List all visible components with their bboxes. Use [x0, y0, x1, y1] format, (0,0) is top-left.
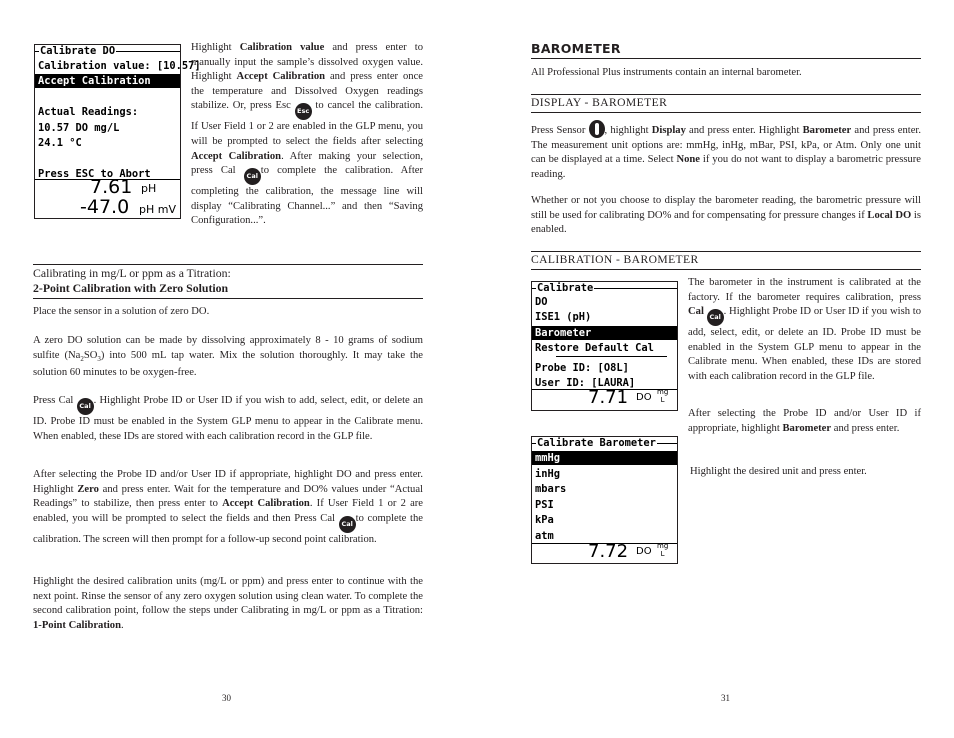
calibrate-menu-screen: [531, 281, 678, 411]
do-unit: DO: [636, 392, 652, 403]
unit-item-mmhg[interactable]: mmHg: [532, 451, 677, 465]
mg-per-l-unit: mg L: [657, 542, 669, 558]
ph-unit: pH: [141, 182, 157, 195]
after-selecting-text: After selecting the Probe ID and/or User ID if appropriate, highlight DO and press enter. Highlight Zero and press enter. Wait for the temperature and DO% values under “Actual Readings” to stabilize, then press enter to Accept Calibration. If User Field 1 or 2 are enabled, you will be prompted to select the fields and then Press Cal Cal to complete the calibration. The screen will then prompt for a follow-up second point calibration.: [33, 469, 424, 545]
page-number-left: 30: [222, 693, 231, 703]
do-unit: DO: [636, 546, 652, 557]
barometer-heading: BAROMETER: [531, 41, 621, 56]
reading-temp: 24.1 °C: [38, 137, 82, 149]
factory-calibration-text: The barometer in the instrument is calibrated at the factory. If the barometer requires calibration, press Cal Cal . Highlight Probe ID or User ID if you wish to add, select, edit, or delete an ID. Probe ID must be enabled in the System GLP menu to appear in the Calibrate menu. When enabled, these IDs are stored with each calibration record in the GLP file.: [688, 277, 921, 382]
calibration-value-item[interactable]: Calibration value: [10.57]: [38, 60, 201, 72]
highlight-units-text: Highlight the desired calibration units (mg/L or ppm) and press enter to continue with the next point. Rinse the sensor of any zero oxygen solution using clean water. To complete the second calibration point, follow the steps under Calibrating in mg/L or ppm as a Titration: 1-Point Calibration.: [33, 576, 423, 631]
unit-item-inhg[interactable]: inHg: [535, 468, 561, 480]
menu-item-do[interactable]: DO: [535, 296, 548, 308]
menu-item-barometer[interactable]: Barometer: [532, 326, 677, 340]
place-sensor-text: Place the sensor in a solution of zero DO.: [33, 306, 210, 317]
do-reading: 7.71: [588, 387, 629, 408]
calibration-barometer-heading: CALIBRATION - BAROMETER: [531, 253, 699, 266]
calibrate-do-screen: [34, 44, 201, 219]
screen-title: Calibrate Barometer: [537, 437, 656, 449]
unit-item-psi[interactable]: PSI: [535, 499, 554, 511]
cal-key-icon: Cal: [77, 398, 94, 415]
screen-title-bar: [35, 45, 180, 59]
highlight-unit-text: Highlight the desired unit and press enter.: [690, 466, 867, 477]
section-heading: Calibrating in mg/L or ppm as a Titration:: [33, 266, 231, 280]
menu-item-user-id[interactable]: User ID: [LAURA]: [535, 377, 636, 389]
abort-hint: Press ESC to Abort: [38, 168, 151, 180]
mg-per-l-unit: mg L: [657, 388, 669, 404]
reading-do: 10.57 DO mg/L: [38, 122, 120, 134]
cal-key-icon: Cal: [244, 168, 261, 185]
sensor-key-icon: [589, 120, 605, 138]
menu-item-probe-id[interactable]: Probe ID: [O8L]: [535, 362, 629, 374]
zero-solution-text: A zero DO solution can be made by dissolving approximately 8 - 10 grams of sodium sulfite $(Na_2SO_3)$ into 500 mL tap water. Mix the solution thoroughly. It may take the solution 60 minutes to be oxygen-free.: [33, 335, 423, 379]
do-reading: 7.72: [588, 541, 629, 562]
display-barometer-heading: DISPLAY - BAROMETER: [531, 96, 668, 109]
section-subheading: 2-Point Calibration with Zero Solution: [33, 281, 229, 295]
actual-readings-label: Actual Readings:: [38, 106, 139, 118]
after-selecting-barometer-text: After selecting the Probe ID and/or User ID if appropriate, highlight Barometer and press enter.: [688, 408, 921, 434]
mv-reading: -47.0: [80, 196, 130, 218]
screen-title: Calibrate: [537, 282, 594, 294]
calibrate-barometer-screen: [531, 436, 678, 564]
ph-reading: 7.61: [90, 176, 133, 198]
menu-item-restore-default[interactable]: Restore Default Cal: [535, 342, 654, 354]
cal-key-icon: Cal: [339, 516, 356, 533]
unit-item-kpa[interactable]: kPa: [535, 514, 554, 526]
whether-text: Whether or not you choose to display the barometer reading, the barometric pressure will still be used for calibrating DO% and for compensating for pressure changes if Local DO is enabled.: [531, 195, 921, 236]
menu-item-ise1[interactable]: ISE1 (pH): [535, 311, 592, 323]
calibrate-instructions: Highlight Calibration value and press enter to manually input the sample’s dissolved oxygen value. Highlight Accept Calibration and press enter once the temperature and Dissolved Oxygen readings stabilize. Or, press Esc Esc to cancel the calibration. If User Field 1 or 2 are enabled in the GLP menu, you will be prompted to select the fields after selecting Accept Calibration. After making your selection, press Cal Cal to complete the calibration. After completing the calibration, the message line will display “Calibrating Channel...” and then “Saving Configuration...”.: [191, 42, 423, 227]
page-number-right: 31: [721, 693, 730, 703]
esc-key-icon: Esc: [295, 103, 312, 120]
display-instructions: Press Sensor , highlight Display and press enter. Highlight Barometer and press enter. The measurement unit options are: mmHg, inHg, mBar, PSI, kPa, or Atm. Only one unit can be displayed at a time. Select None if you do not want to display a barometric pressure reading.: [531, 120, 921, 182]
screen-title: Calibrate DO: [40, 45, 116, 57]
unit-item-mbars[interactable]: mbars: [535, 483, 567, 495]
barometer-intro: All Professional Plus instruments contain an internal barometer.: [531, 67, 802, 78]
accept-calibration-item[interactable]: Accept Calibration: [35, 74, 180, 88]
press-cal-text: Press Cal Cal . Highlight Probe ID or User ID if you wish to add, select, edit, or delete an ID. Probe ID must be enabled in the System GLP menu to appear in the Calibrate menu. When enabled, these IDs are stored with each calibration record in the GLP file.: [33, 395, 423, 442]
mv-unit: pH mV: [139, 203, 176, 216]
unit-item-atm[interactable]: atm: [535, 530, 554, 542]
cal-key-icon: Cal: [707, 309, 724, 326]
